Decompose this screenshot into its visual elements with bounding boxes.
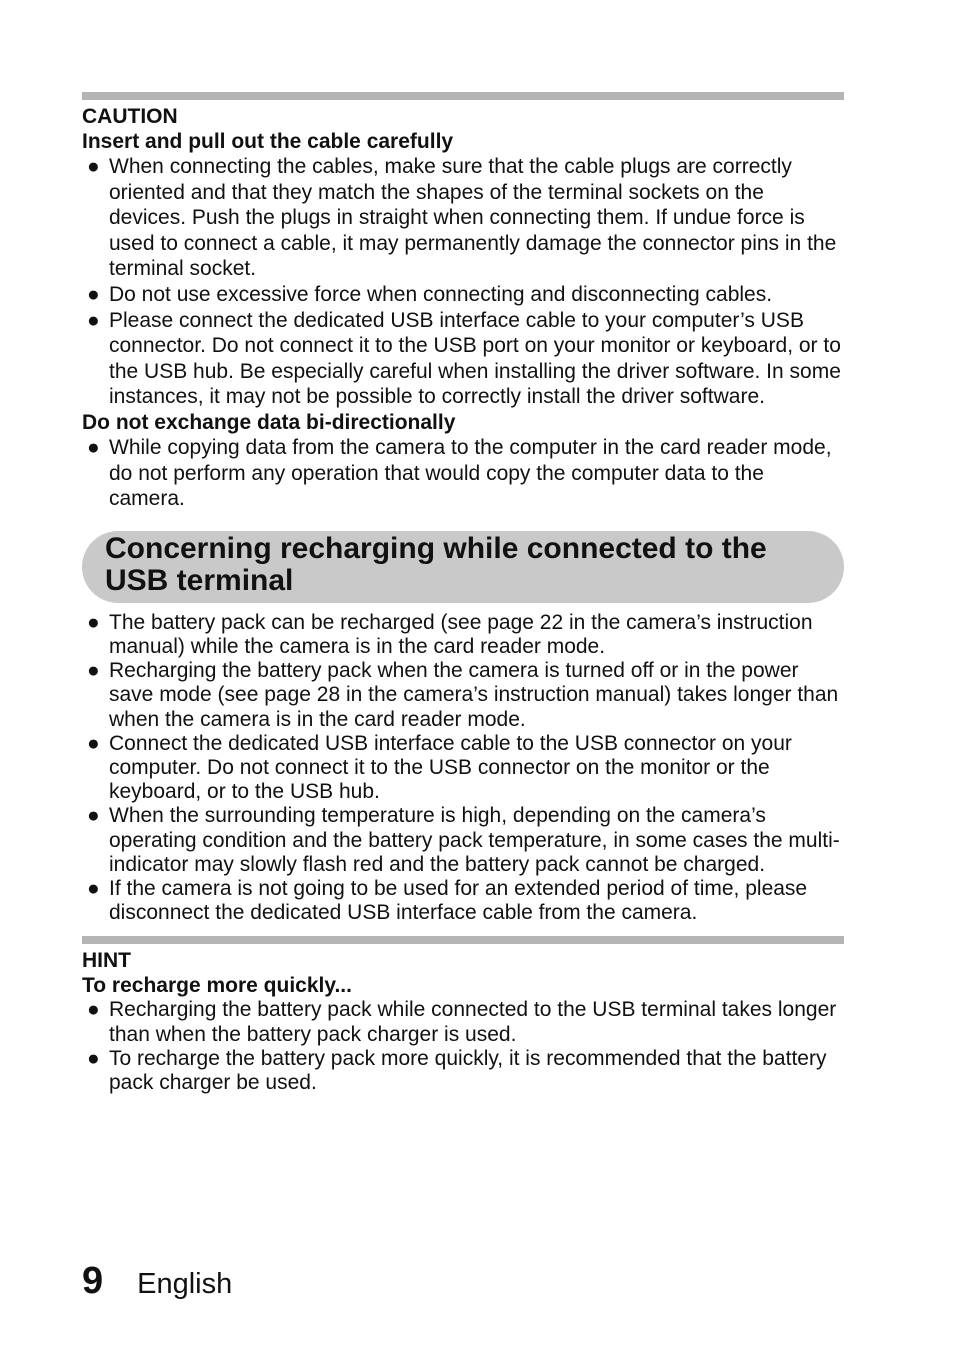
hint-rule bbox=[82, 936, 844, 944]
list-item-text: Connect the dedicated USB interface cable to the USB connector on your computer. Do not connect it to the USB connector on the monitor or the keyboard, or to the USB hub. bbox=[109, 731, 792, 804]
section-heading: Concerning recharging while connected to the USB terminal bbox=[82, 531, 844, 603]
bullet-icon: ● bbox=[87, 610, 100, 634]
bullet-icon: ● bbox=[87, 1046, 100, 1070]
language-label: English bbox=[137, 1268, 233, 1300]
list-item bbox=[82, 1047, 844, 1095]
recharging-list bbox=[82, 611, 844, 926]
list-item-text: Do not use excessive force when connecting and disconnecting cables. bbox=[109, 282, 773, 306]
list-item-text: Recharging the battery pack when the camera is turned off or in the power save mode (see page 28 in the camera’s instruction manual) takes longer than when the camera is in the card reader mode. bbox=[109, 659, 839, 731]
list-item-text: When connecting the cables, make sure that the cable plugs are correctly oriented and that they match the shapes of the terminal sockets on the devices. Push the plugs in straight when connecting them. If undue force is used to connect a cable, it may permanently damage the connector pins in the terminal socket. bbox=[109, 155, 837, 281]
bullet-icon: ● bbox=[87, 804, 100, 828]
list-item-text: While copying data from the camera to the computer in the card reader mode, do not perform any operation that would copy the computer data to the camera. bbox=[109, 435, 832, 511]
bullet-icon: ● bbox=[87, 435, 100, 459]
list-item bbox=[82, 282, 844, 308]
hint-list bbox=[82, 998, 844, 1095]
hint-box bbox=[82, 936, 844, 1095]
list-item bbox=[82, 659, 844, 732]
list-item bbox=[82, 998, 844, 1046]
caution-box bbox=[82, 92, 844, 512]
caution-title: CAUTION bbox=[82, 105, 178, 128]
list-item-text: If the camera is not going to be used for an extended period of time, please disconnect the dedicated USB interface cable from the camera. bbox=[109, 876, 808, 925]
caution-rule bbox=[82, 92, 844, 100]
bullet-icon: ● bbox=[87, 998, 100, 1022]
bullet-icon: ● bbox=[87, 282, 100, 306]
caution-list-cable bbox=[82, 154, 844, 410]
list-item bbox=[82, 732, 844, 805]
list-item bbox=[82, 435, 844, 512]
list-item bbox=[82, 154, 844, 282]
caution-list-data bbox=[82, 435, 844, 512]
caution-subhead-cable: Insert and pull out the cable carefully bbox=[82, 130, 454, 153]
list-item-text: When the surrounding temperature is high, depending on the camera’s operating condition and the battery pack temperature, in some cases the multi-indicator may slowly flash red and the battery pack cannot be charged. bbox=[109, 804, 840, 876]
list-item bbox=[82, 877, 844, 925]
bullet-icon: ● bbox=[87, 731, 100, 755]
bullet-icon: ● bbox=[87, 308, 100, 332]
recharging-section bbox=[82, 611, 844, 926]
hint-title: HINT bbox=[82, 949, 131, 973]
list-item-text: Recharging the battery pack while connected to the USB terminal takes longer than when the battery pack charger is used. bbox=[109, 998, 837, 1046]
list-item bbox=[82, 804, 844, 877]
caution-subhead-data: Do not exchange data bi-directionally bbox=[82, 410, 456, 434]
list-item-text: The battery pack can be recharged (see page 22 in the camera’s instruction manual) while the camera is in the card reader mode. bbox=[109, 610, 813, 658]
bullet-icon: ● bbox=[87, 659, 100, 683]
bullet-icon: ● bbox=[87, 155, 100, 178]
hint-subhead: To recharge more quickly... bbox=[82, 974, 352, 998]
list-item-text: To recharge the battery pack more quickly, it is recommended that the battery pack charger be used. bbox=[109, 1046, 827, 1094]
list-item bbox=[82, 308, 844, 410]
list-item bbox=[82, 611, 844, 659]
page-content bbox=[82, 92, 844, 1095]
page-footer bbox=[82, 1260, 232, 1303]
page-number: 9 bbox=[82, 1260, 104, 1302]
list-item-text: Please connect the dedicated USB interface cable to your computer’s USB connector. Do not connect it to the USB port on your monitor or keyboard, or to the USB hub. Be especially careful when installing the driver software. In some instances, it may not be possible to correctly install the driver software. bbox=[109, 308, 841, 409]
bullet-icon: ● bbox=[87, 876, 100, 900]
